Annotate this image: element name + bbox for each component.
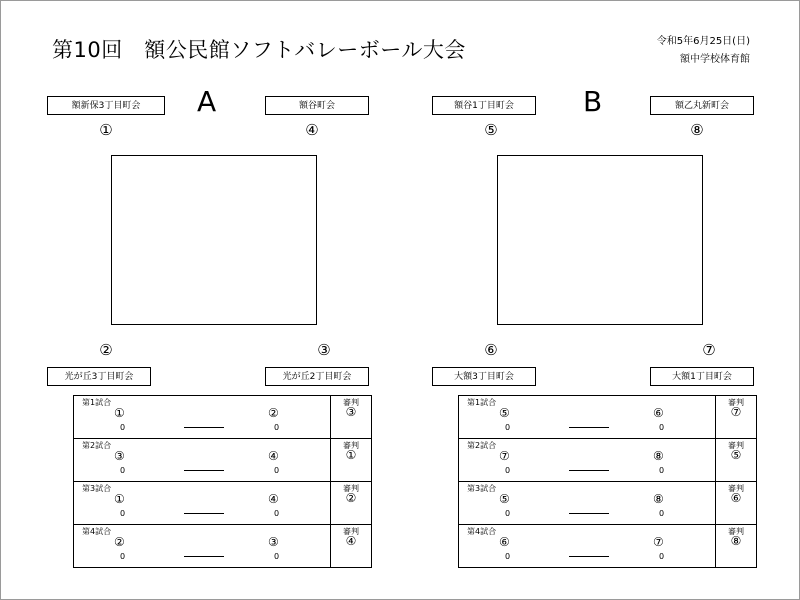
score-a: 0 xyxy=(120,466,126,475)
team-6-number: ⑥ xyxy=(484,341,498,359)
event-venue: 額中学校体育館 xyxy=(680,54,750,65)
score-separator xyxy=(569,470,609,471)
match-row xyxy=(74,439,372,482)
team-a: ③ xyxy=(114,449,125,463)
group-a-schedule xyxy=(73,395,372,568)
referee-label: 審判 xyxy=(728,398,744,407)
referee-team: ⑥ xyxy=(730,491,742,505)
match-row xyxy=(74,396,372,439)
score-a: 0 xyxy=(505,552,511,561)
score-a: 0 xyxy=(505,509,511,518)
team-a: ⑤ xyxy=(499,406,510,420)
group-b-court-square xyxy=(497,155,703,325)
referee-label: 審判 xyxy=(343,398,359,407)
score-a: 0 xyxy=(505,466,511,475)
referee-label: 審判 xyxy=(728,484,744,493)
page-title: 第10回 額公民館ソフトバレーボール大会 xyxy=(52,38,466,62)
match-label: 第3試合 xyxy=(467,484,497,493)
team-8-name: 額乙丸新町会 xyxy=(650,96,754,115)
team-a: ⑦ xyxy=(499,449,510,463)
match-label: 第4試合 xyxy=(467,527,497,536)
team-2-number: ② xyxy=(99,341,113,359)
match-row xyxy=(74,525,372,568)
referee-team: ③ xyxy=(345,405,357,419)
team-a: ② xyxy=(114,535,125,549)
match-label: 第4試合 xyxy=(82,527,112,536)
referee-team: ① xyxy=(345,448,357,462)
score-separator xyxy=(184,470,224,471)
team-7-number: ⑦ xyxy=(702,341,716,359)
referee-label: 審判 xyxy=(728,441,744,450)
score-b: 0 xyxy=(274,552,280,561)
match-label: 第2試合 xyxy=(82,441,112,450)
score-a: 0 xyxy=(120,552,126,561)
score-b: 0 xyxy=(274,509,280,518)
team-3-number: ③ xyxy=(317,341,331,359)
score-separator xyxy=(569,427,609,428)
match-row xyxy=(459,396,757,439)
group-b-label: B xyxy=(583,85,603,118)
team-5-number: ⑤ xyxy=(484,121,498,139)
group-a-label: A xyxy=(197,85,217,118)
group-b-schedule xyxy=(458,395,757,568)
team-b: ④ xyxy=(268,492,279,506)
match-label: 第1試合 xyxy=(82,398,112,407)
score-b: 0 xyxy=(274,466,280,475)
match-label: 第3試合 xyxy=(82,484,112,493)
match-label: 第2試合 xyxy=(467,441,497,450)
team-b: ⑥ xyxy=(653,406,664,420)
score-a: 0 xyxy=(120,423,126,432)
team-a: ① xyxy=(114,406,125,420)
team-8-number: ⑧ xyxy=(690,121,704,139)
team-a: ⑥ xyxy=(499,535,510,549)
team-a: ① xyxy=(114,492,125,506)
team-7-name: 大額1丁目町会 xyxy=(650,367,754,386)
group-a-court-square xyxy=(111,155,317,325)
team-6-name: 大額3丁目町会 xyxy=(432,367,536,386)
match-row xyxy=(459,482,757,525)
event-date: 令和5年6月25日(日) xyxy=(656,36,750,47)
referee-team: ⑧ xyxy=(730,534,742,548)
team-b: ⑧ xyxy=(653,449,664,463)
referee-label: 審判 xyxy=(728,527,744,536)
score-b: 0 xyxy=(659,423,665,432)
team-4-number: ④ xyxy=(305,121,319,139)
referee-label: 審判 xyxy=(343,527,359,536)
team-1-number: ① xyxy=(99,121,113,139)
referee-team: ⑤ xyxy=(730,448,742,462)
referee-team: ⑦ xyxy=(730,405,742,419)
referee-label: 審判 xyxy=(343,441,359,450)
score-separator xyxy=(569,556,609,557)
team-b: ② xyxy=(268,406,279,420)
referee-team: ② xyxy=(345,491,357,505)
score-b: 0 xyxy=(274,423,280,432)
match-row xyxy=(459,525,757,568)
team-b: ⑧ xyxy=(653,492,664,506)
team-2-name: 光が丘3丁目町会 xyxy=(47,367,151,386)
team-1-name: 額新保3丁目町会 xyxy=(47,96,165,115)
score-b: 0 xyxy=(659,552,665,561)
team-3-name: 光が丘2丁目町会 xyxy=(265,367,369,386)
match-row xyxy=(459,439,757,482)
team-b: ③ xyxy=(268,535,279,549)
match-row xyxy=(74,482,372,525)
team-a: ⑤ xyxy=(499,492,510,506)
score-a: 0 xyxy=(120,509,126,518)
match-label: 第1試合 xyxy=(467,398,497,407)
score-separator xyxy=(184,556,224,557)
score-separator xyxy=(184,513,224,514)
score-b: 0 xyxy=(659,466,665,475)
team-b: ④ xyxy=(268,449,279,463)
score-separator xyxy=(184,427,224,428)
team-4-name: 額谷町会 xyxy=(265,96,369,115)
referee-label: 審判 xyxy=(343,484,359,493)
team-5-name: 額谷1丁目町会 xyxy=(432,96,536,115)
score-a: 0 xyxy=(505,423,511,432)
team-b: ⑦ xyxy=(653,535,664,549)
score-b: 0 xyxy=(659,509,665,518)
referee-team: ④ xyxy=(345,534,357,548)
score-separator xyxy=(569,513,609,514)
